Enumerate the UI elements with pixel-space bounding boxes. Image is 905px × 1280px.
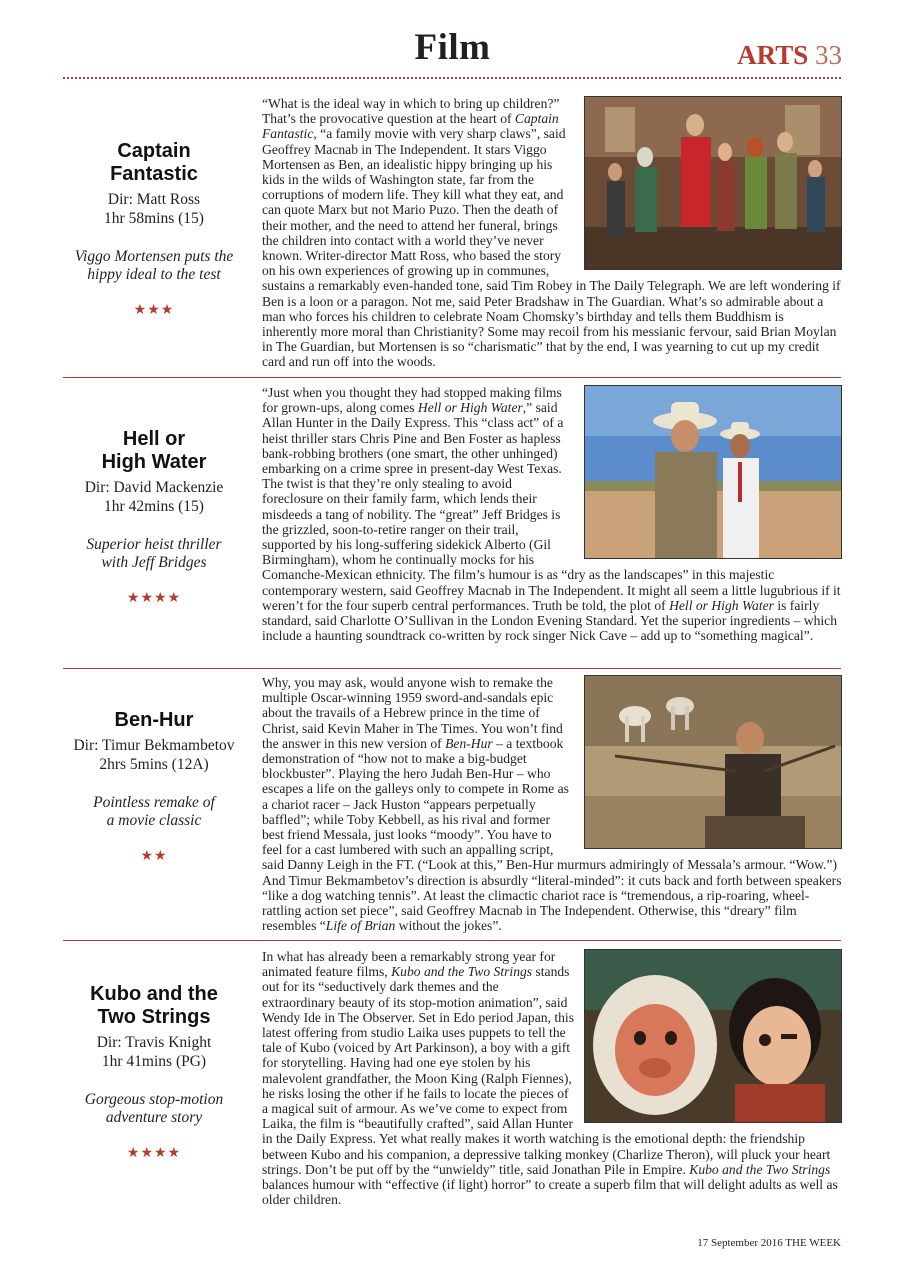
review-text: is fairly standard, said Charlotte O’Sullivan in the London Evening Standard. Yet the superior ingredients – which include a haunting soundtrack co-written by rock singer Nick Cave – add up to “something magical”.: [262, 597, 837, 644]
film-tagline: Viggo Mortensen puts the hippy ideal to the test: [74, 248, 234, 283]
page-title: Film: [414, 27, 491, 68]
film-title-italic: Kubo and the Two Strings: [391, 964, 533, 980]
star-rating: ★★★★: [126, 1146, 182, 1161]
film-runtime: 1hr 41mins (PG): [101, 1053, 207, 1070]
film-runtime: 1hr 58mins (15): [104, 210, 204, 227]
film-title: Hell or High Water: [101, 428, 207, 473]
captain-fantastic-photo: [584, 96, 842, 270]
hell-or-high-water-photo: [584, 385, 842, 559]
review-text: ,” said Allan Hunter in the Daily Express. This “class act” of a heist thriller stars Chris Pine and Ben Foster as hapless bank-robbing brothers (one smart, the other unhinged) embarking on a crime spree in present-day West Texas. The twist is that they’re only stealing to avoid foreclosure on their family farm, which lends their misdeeds a tang of nobility. The “great” Jeff Bridges is the grizzled, soon-to-retire ranger on their trail, supported by his long-suffering sidekick Alberto (Gil Birmingham), whom he continually mocks for his Comanche-Mexican ethnicity. The film’s humour is as “dry as the landscapes” in this majestic contemporary western, said Geoffrey Macnab in The Independent. It might all seem a little lugubrious if it weren’t for the four superb central performances. Truth be told, the plot of: [262, 400, 841, 613]
review-text: stands out for its “seductively dark themes and the extraordinary beauty of its stop-motion animation”, said Wendy Ide in The Observer. Set in Edo period Japan, this latest offering from studio Laika uses puppets to tell the tale of Kubo (voiced by Art Parkinson), a boy with a gift for storytelling. Having had one eye stolen by his malevolent grandfather, the Moon King (Ralph Fiennes), he risks losing the other if he fails to locate the pieces of a magical suit of armour. As we’ve come to expect from Laika, the film is “beautifully crafted”, said Allan Hunter in the Daily Express. Yet what really makes it worth watching is the emotional depth: the friendship between Kubo and his companion, a depressive talking monkey (Charlize Theron), will pluck your heart strings. Don’t be put off by the “unwieldy” title, said Jonathan Pile in Empire.: [262, 964, 831, 1177]
film-title-italic: Hell or High Water: [417, 400, 523, 416]
review-text: – a textbook demonstration of “how not to make a big-budget blockbuster”. Playing the hero Judah Ben-Hur – who escapes a life on the galleys only to compete in Rome as a chariot racer – Jack Huston “appears perpetually baffled”; while Toby Kebbell, as his rival and former best friend Messala, just looks “moody”. You have to feel for a cast lumbered with such an appalling script, said Danny Leigh in the FT. (“Look at this,” Ben-Hur murmurs admiringly of Messala’s armour. “Wow.”) And Timur Bekmambetov’s direction is absurdly “literal-minded”: it cuts back and forth between speakers “like a dog watching tennis”. At least the climactic chariot race is “tremendous, a rip-roaring, wheel-rattling action set piece”, said Geoffrey Macnab in The Independent. Otherwise, this “dreary” film resembles “: [262, 735, 842, 934]
review-text: Why, you may ask, would anyone wish to remake the multiple Oscar-winning 1959 sword-and-sandals epic about the travails of a Hebrew prince in the time of Christ, said Kevin Maher in The Times. You won’t find the answer in this new version of: [262, 675, 563, 751]
review-meta-hell-or-high-water: [63, 428, 245, 607]
star-rating: ★★★: [133, 303, 175, 318]
film-runtime: 1hr 42mins (15): [104, 498, 204, 515]
review-meta-kubo: [63, 983, 245, 1162]
review-body-kubo: [262, 949, 842, 1207]
film-director: Dir: Travis Knight: [96, 1034, 212, 1051]
review-body-captain-fantastic: [262, 96, 842, 370]
page-footer: 17 September 2016 THE WEEK: [697, 1237, 841, 1249]
star-rating: ★★★★: [126, 591, 182, 606]
review-text: “Just when you thought they had stopped making films for grown-ups, along comes: [262, 385, 562, 416]
review-divider: [63, 377, 841, 378]
section-label: ARTS: [737, 40, 809, 70]
review-text: In what has already been a remarkably strong year for animated feature films,: [262, 949, 556, 980]
film-runtime: 2hrs 5mins (12A): [99, 756, 209, 773]
film-title-italic: Kubo and the Two Strings: [689, 1161, 831, 1177]
film-tagline: Superior heist thriller with Jeff Bridges: [86, 536, 222, 571]
film-tagline: Gorgeous stop-motion adventure story: [84, 1091, 224, 1126]
film-director: Dir: David Mackenzie: [84, 479, 224, 496]
film-title-italic: Hell or High Water: [669, 597, 774, 613]
film-title: Kubo and the Two Strings: [90, 983, 218, 1028]
review-body-ben-hur: [262, 675, 842, 933]
film-title: Ben-Hur: [114, 709, 194, 731]
page-number: 33: [815, 40, 842, 70]
kubo-photo: [584, 949, 842, 1123]
review-divider: [63, 940, 841, 941]
section-header: [737, 40, 842, 71]
review-body-hell-or-high-water: [262, 385, 842, 643]
star-rating: ★★: [140, 849, 168, 864]
review-divider: [63, 668, 841, 669]
review-text: balances humour with “effective (if light) horror” to create a superb film that will delight adults as well as older children.: [262, 1177, 838, 1208]
header-divider: [63, 77, 841, 79]
film-title-italic: Captain Fantastic: [262, 111, 559, 142]
review-text: “What is the ideal way in which to bring up children?” That’s the provocative question at the heart of: [262, 96, 560, 127]
review-meta-captain-fantastic: [63, 140, 245, 319]
film-title-italic: Ben-Hur: [445, 735, 493, 751]
film-director: Dir: Timur Bekmambetov: [73, 737, 235, 754]
review-text: , “a family movie with very sharp claws”, said Geoffrey Macnab in The Independent. It stars Viggo Mortensen as Ben, an idealistic hippy bringing up his kids in the wilds of Washington state, far from the corruptions of modern life. They kill what they eat, and can quote Marx but not Mario Puzo. Then the death of their mother, and the need to attend her funeral, brings the children into contact with a world they’ve never known. Writer-director Matt Ross, who based the story on his own experiences of growing up in communes, sustains a remarkably even-handed tone, said Tim Robey in The Daily Telegraph. We are left wondering if Ben is a loon or a paragon. Not me, said Peter Bradshaw in The Guardian. What’s so admirable about a man who forces his children to celebrate Noam Chomsky’s birthday and tells them Buddhism is inherently more moral than Christianity? Some may recoil from his messianic fervour, said Brian Moylan in The Guardian, but Mortensen is so “charismatic” that by the end, I was yearning to cut up my credit card and run off into the woods.: [262, 126, 841, 370]
film-director: Dir: Matt Ross: [107, 191, 201, 208]
review-meta-ben-hur: [63, 709, 245, 865]
film-tagline: Pointless remake of a movie classic: [93, 794, 215, 829]
review-text: without the jokes”.: [395, 918, 502, 934]
ben-hur-photo: [584, 675, 842, 849]
film-title-italic: Life of Brian: [325, 918, 396, 934]
film-title: Captain Fantastic: [110, 140, 198, 185]
